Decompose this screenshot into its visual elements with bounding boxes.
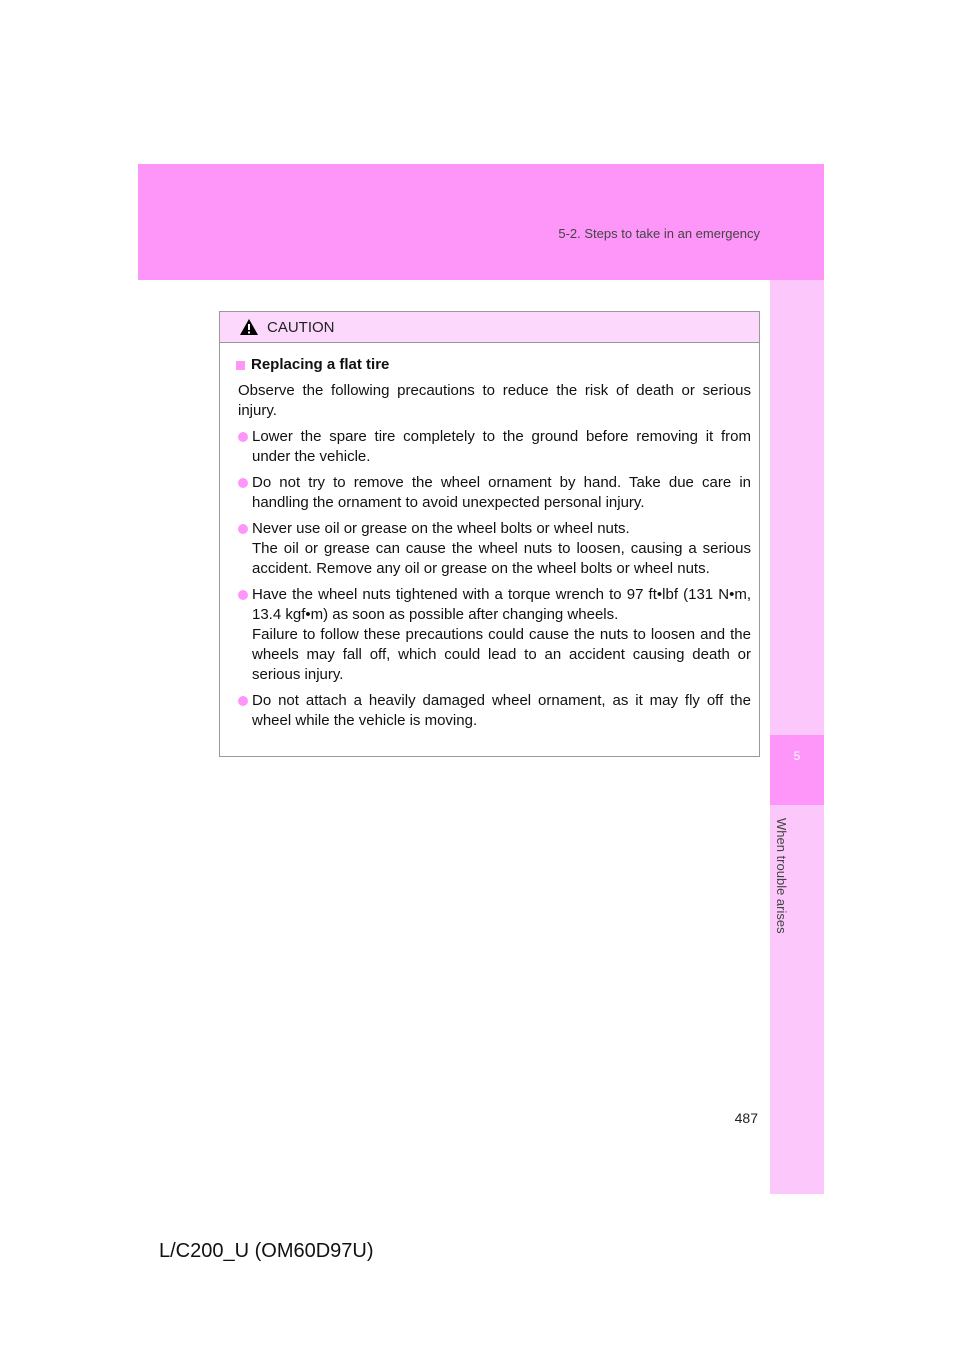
caution-header [220,312,759,343]
section-heading [236,355,751,375]
footer-code: L/C200_U (OM60D97U) [159,1240,374,1262]
chapter-title: When trouble arises [774,818,789,934]
warning-triangle-icon [239,318,259,336]
intro-text: Observe the following precautions to reduce the risk of death or serious injury. [238,382,751,419]
list-item-text: Do not attach a heavily damaged wheel ornament, as it may fly off the wheel while the vehicle is moving. [252,692,751,729]
list-item [238,519,751,579]
list-item [238,473,751,513]
caution-box [219,311,760,757]
list-item-text: Never use oil or grease on the wheel bolts or wheel nuts. [252,520,630,537]
caution-label: CAUTION [267,318,335,336]
chapter-number: 5 [770,735,824,805]
list-item [238,691,751,731]
bullet-dot-icon [238,524,248,534]
bullet-dot-icon [238,478,248,488]
section-heading-text: Replacing a flat tire [251,356,390,373]
bullet-dot-icon [238,696,248,706]
square-bullet-icon [236,361,245,370]
list-item-text: The oil or grease can cause the wheel nuts to loosen, causing a serious accident. Remove any oil or grease on the wheel bolts or wheel nuts. [252,540,751,577]
section-title: 5-2. Steps to take in an emergency [558,226,760,241]
list-item [238,427,751,467]
side-tab [770,280,824,1194]
list-item-text: Do not try to remove the wheel ornament by hand. Take due care in handling the ornament to avoid unexpected personal injury. [252,474,751,511]
caution-body [220,343,759,731]
list-item [238,585,751,685]
bullet-dot-icon [238,590,248,600]
bullet-dot-icon [238,432,248,442]
list-item-text: Lower the spare tire completely to the ground before removing it from under the vehicle. [252,428,751,465]
page-number: 487 [734,1110,758,1126]
precaution-list [236,427,751,731]
header-band [138,164,824,280]
list-item-text: Failure to follow these precautions could cause the nuts to loosen and the wheels may fall off, which could lead to an accident causing death or serious injury. [252,626,751,683]
list-item-text: Have the wheel nuts tightened with a torque wrench to 97 ft•lbf (131 N•m, 13.4 kgf•m) as soon as possible after changing wheels. [252,586,751,623]
